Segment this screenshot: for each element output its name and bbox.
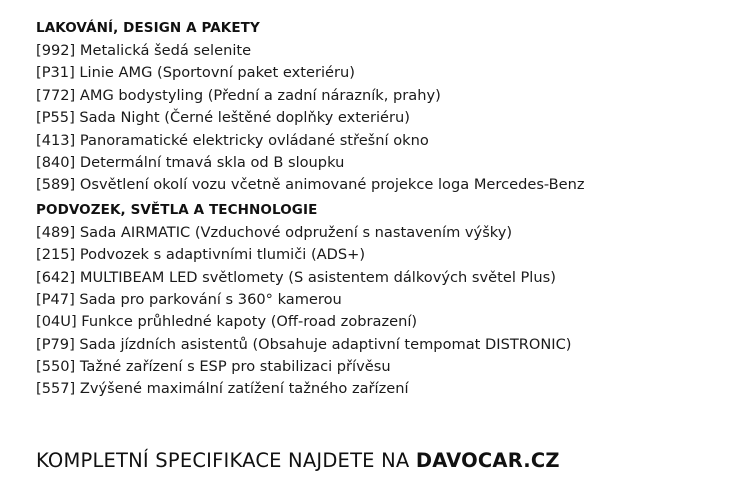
section-title: PODVOZEK, SVĚTLA A TECHNOLOGIE (36, 201, 318, 218)
footer-text: KOMPLETNÍ SPECIFIKACE NAJDETE NA (36, 449, 416, 472)
list-item: [215] Podvozek s adaptivními tlumiči (ADS+) (36, 246, 366, 264)
list-item: [550] Tažné zařízení s ESP pro stabilizaci přívěsu (36, 358, 391, 376)
list-item: [772] AMG bodystyling (Přední a zadní nárazník, prahy) (36, 86, 441, 104)
list-item: [P55] Sada Night (Černé leštěné doplňky exteriéru) (36, 109, 410, 127)
footer-cta (36, 446, 560, 476)
list-item: [489] Sada AIRMATIC (Vzduchové odpružení s nastavením výšky) (36, 223, 513, 241)
list-item: [P79] Sada jízdních asistentů (Obsahuje adaptivní tempomat DISTRONIC) (36, 335, 572, 353)
list-item: [642] MULTIBEAM LED světlomety (S asistentem dálkových světel Plus) (36, 268, 556, 286)
list-item: [P31] Linie AMG (Sportovní paket exteriéru) (36, 64, 355, 82)
list-item: [413] Panoramatické elektricky ovládané střešní okno (36, 131, 429, 149)
equipment-list (36, 222, 716, 401)
list-item: [840] Determální tmavá skla od B sloupku (36, 153, 345, 171)
section-title: LAKOVÁNÍ, DESIGN A PAKETY (36, 20, 260, 36)
spec-page (36, 16, 716, 401)
section-chassis-lights-technology (36, 198, 716, 401)
list-item: [04U] Funkce průhledné kapoty (Off-road zobrazení) (36, 313, 418, 331)
list-item: [557] Zvýšené maximální zatížení tažného zařízení (36, 380, 409, 398)
footer-brand-link[interactable]: DAVOCAR.CZ (415, 449, 560, 472)
list-item: [P47] Sada pro parkování s 360° kamerou (36, 290, 342, 308)
list-item: [589] Osvětlení okolí vozu včetně animované projekce loga Mercedes-Benz (36, 176, 585, 194)
equipment-list (36, 40, 716, 197)
section-paint-design-packages (36, 16, 716, 197)
list-item: [992] Metalická šedá selenite (36, 42, 252, 59)
